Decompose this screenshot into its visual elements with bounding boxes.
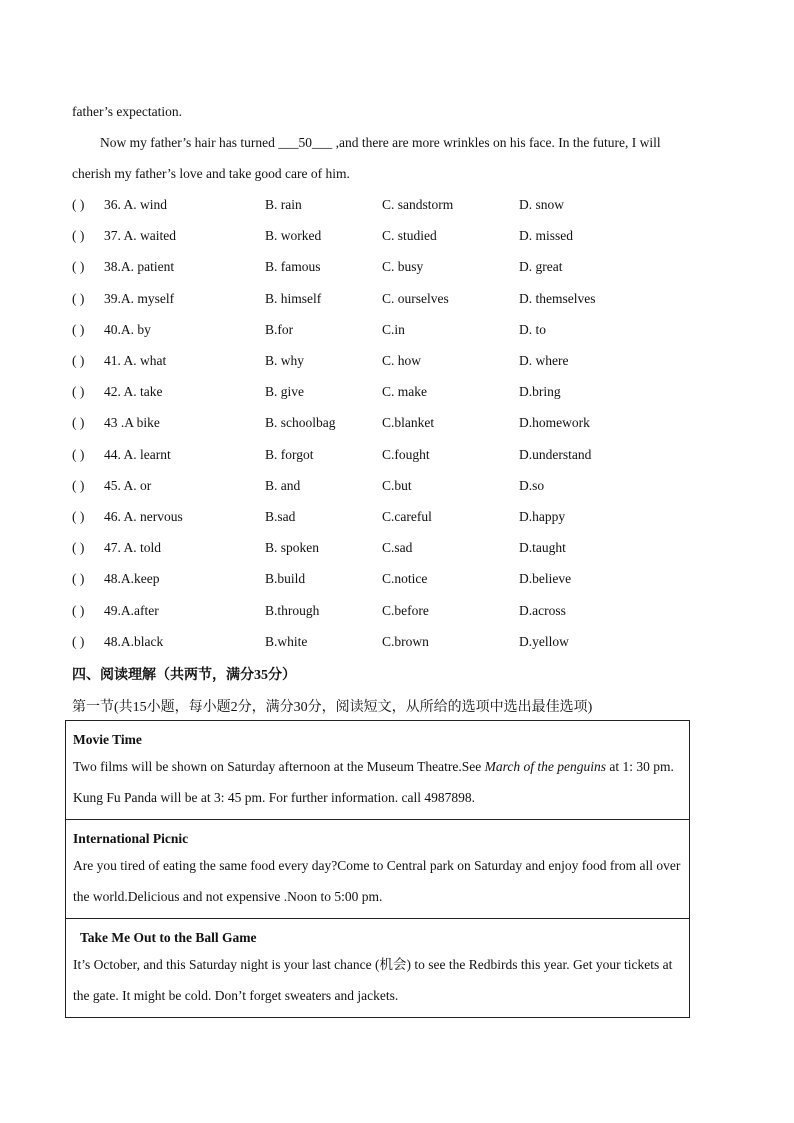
option-a: 37. A. waited: [104, 228, 176, 244]
ad-picnic: [66, 820, 690, 919]
option-c: C. how: [382, 353, 422, 368]
option-d: D. to: [519, 321, 546, 337]
option-d: D. snow: [519, 197, 565, 212]
option-d: D.taught: [519, 540, 566, 556]
option-b: B. himself: [265, 290, 322, 306]
question-row: [72, 291, 692, 311]
question-row: [72, 571, 692, 591]
answer-blank[interactable]: ( ): [72, 321, 85, 337]
film-title: March of the penguins: [484, 759, 606, 774]
ad-movie-body: Two films will be shown on Saturday afternoon at the Museum Theatre.See March of the penguins at 1: 30 pm. Kung Fu Panda will be at 3: 45 pm. For further information. call 4987898.: [73, 759, 674, 805]
answer-blank[interactable]: ( ): [72, 228, 85, 244]
option-c: C.sad: [382, 540, 413, 556]
passage-line-2: Now my father’s hair has turned ___50___ ,and there are more wrinkles on his face. In the future, I will: [100, 135, 661, 150]
option-c: C. make: [382, 384, 427, 400]
option-d: D.so: [519, 477, 545, 493]
ad-picnic-title: International Picnic: [73, 831, 189, 846]
answer-blank[interactable]: ( ): [72, 540, 85, 556]
option-b: B. worked: [265, 228, 322, 244]
question-row: [72, 603, 692, 623]
option-d: D.bring: [519, 384, 561, 400]
option-b: B. why: [265, 353, 305, 368]
answer-blank[interactable]: ( ): [72, 477, 85, 493]
question-row: [72, 228, 692, 248]
question-row: [72, 478, 692, 498]
option-c: C.brown: [382, 633, 429, 649]
option-a: 41. A. what: [104, 353, 167, 368]
option-b: B.sad: [265, 509, 296, 524]
option-d: D.homework: [519, 415, 590, 431]
option-b: B. and: [265, 477, 301, 493]
option-c: C.fought: [382, 446, 430, 462]
answer-blank[interactable]: ( ): [72, 415, 85, 431]
option-d: D. where: [519, 353, 569, 368]
option-a: 48.A.keep: [104, 571, 160, 587]
option-a: 44. A. learnt: [104, 446, 171, 462]
option-a: 38.A. patient: [104, 259, 175, 275]
section-subtitle: 第一节(共15小题，每小题2分，满分30分，阅读短文，从所给的选项中选出最佳选项): [72, 700, 593, 715]
question-row: [72, 322, 692, 342]
answer-blank[interactable]: ( ): [72, 633, 85, 649]
question-row: [72, 353, 692, 373]
option-c: C.notice: [382, 571, 428, 587]
answer-blank[interactable]: ( ): [72, 384, 85, 400]
ad-picnic-body: Are you tired of eating the same food every day?Come to Central park on Saturday and enjoy food from all over the world.Delicious and not expensive .Noon to 5:00 pm.: [73, 858, 681, 904]
ad-ballgame: [66, 919, 690, 1018]
answer-blank[interactable]: ( ): [72, 353, 85, 368]
passage-line-1: father’s expectation.: [72, 104, 182, 119]
option-d: D.understand: [519, 446, 592, 462]
option-a: 45. A. or: [104, 477, 152, 493]
option-d: D. great: [519, 259, 563, 275]
answer-blank[interactable]: ( ): [72, 571, 85, 587]
question-row: [72, 415, 692, 435]
option-d: D.across: [519, 602, 566, 618]
question-row: [72, 447, 692, 467]
option-a: 49.A.after: [104, 602, 159, 618]
ad-movie: [66, 721, 690, 820]
option-d: D. missed: [519, 228, 573, 244]
answer-blank[interactable]: ( ): [72, 259, 85, 275]
option-b: B.white: [265, 633, 308, 649]
option-c: C.careful: [382, 509, 432, 524]
option-c: C. studied: [382, 228, 437, 244]
answer-blank[interactable]: ( ): [72, 602, 85, 618]
option-a: 46. A. nervous: [104, 509, 183, 524]
ad-movie-title: Movie Time: [73, 732, 142, 747]
passage-line-3: cherish my father’s love and take good care of him.: [72, 166, 350, 181]
option-a: 47. A. told: [104, 540, 162, 556]
answer-blank[interactable]: ( ): [72, 197, 85, 212]
option-c: C.but: [382, 477, 412, 493]
question-row: [72, 384, 692, 404]
option-d: D.yellow: [519, 633, 569, 649]
option-b: B.build: [265, 571, 306, 587]
option-c: C. ourselves: [382, 290, 449, 306]
ad-ballgame-body: It’s October, and this Saturday night is your last chance (机会) to see the Redbirds this year. Get your tickets at the gate. It might be cold. Don’t forget sweaters and jackets.: [73, 957, 673, 1003]
option-b: B. spoken: [265, 540, 319, 556]
option-a: 39.A. myself: [104, 290, 175, 306]
ads-table: [65, 720, 690, 1018]
ad-ballgame-title: Take Me Out to the Ball Game: [80, 930, 257, 945]
option-a: 36. A. wind: [104, 197, 168, 212]
option-d: D.happy: [519, 509, 566, 524]
option-c: C.before: [382, 602, 429, 618]
answer-blank[interactable]: ( ): [72, 446, 85, 462]
question-row: [72, 540, 692, 560]
question-row: [72, 259, 692, 279]
section-title: 四、阅读理解（共两节，满分35分）: [72, 668, 296, 683]
option-c: C.blanket: [382, 415, 435, 431]
answer-blank[interactable]: ( ): [72, 290, 85, 306]
option-d: D. themselves: [519, 290, 596, 306]
question-row: [72, 509, 692, 529]
option-c: C. sandstorm: [382, 197, 454, 212]
question-row: [72, 197, 692, 217]
option-b: B. rain: [265, 197, 302, 212]
answer-blank[interactable]: ( ): [72, 509, 85, 524]
option-b: B. give: [265, 384, 304, 400]
option-d: D.believe: [519, 571, 572, 587]
question-row: [72, 634, 692, 654]
option-b: B.through: [265, 602, 320, 618]
option-b: B. famous: [265, 259, 321, 275]
option-b: B.for: [265, 321, 294, 337]
option-a: 43 .A bike: [104, 415, 160, 431]
option-a: 48.A.black: [104, 633, 164, 649]
option-b: B. schoolbag: [265, 415, 336, 431]
option-c: C.in: [382, 321, 405, 337]
option-c: C. busy: [382, 259, 424, 275]
option-b: B. forgot: [265, 446, 314, 462]
option-a: 40.A. by: [104, 321, 151, 337]
option-a: 42. A. take: [104, 384, 163, 400]
